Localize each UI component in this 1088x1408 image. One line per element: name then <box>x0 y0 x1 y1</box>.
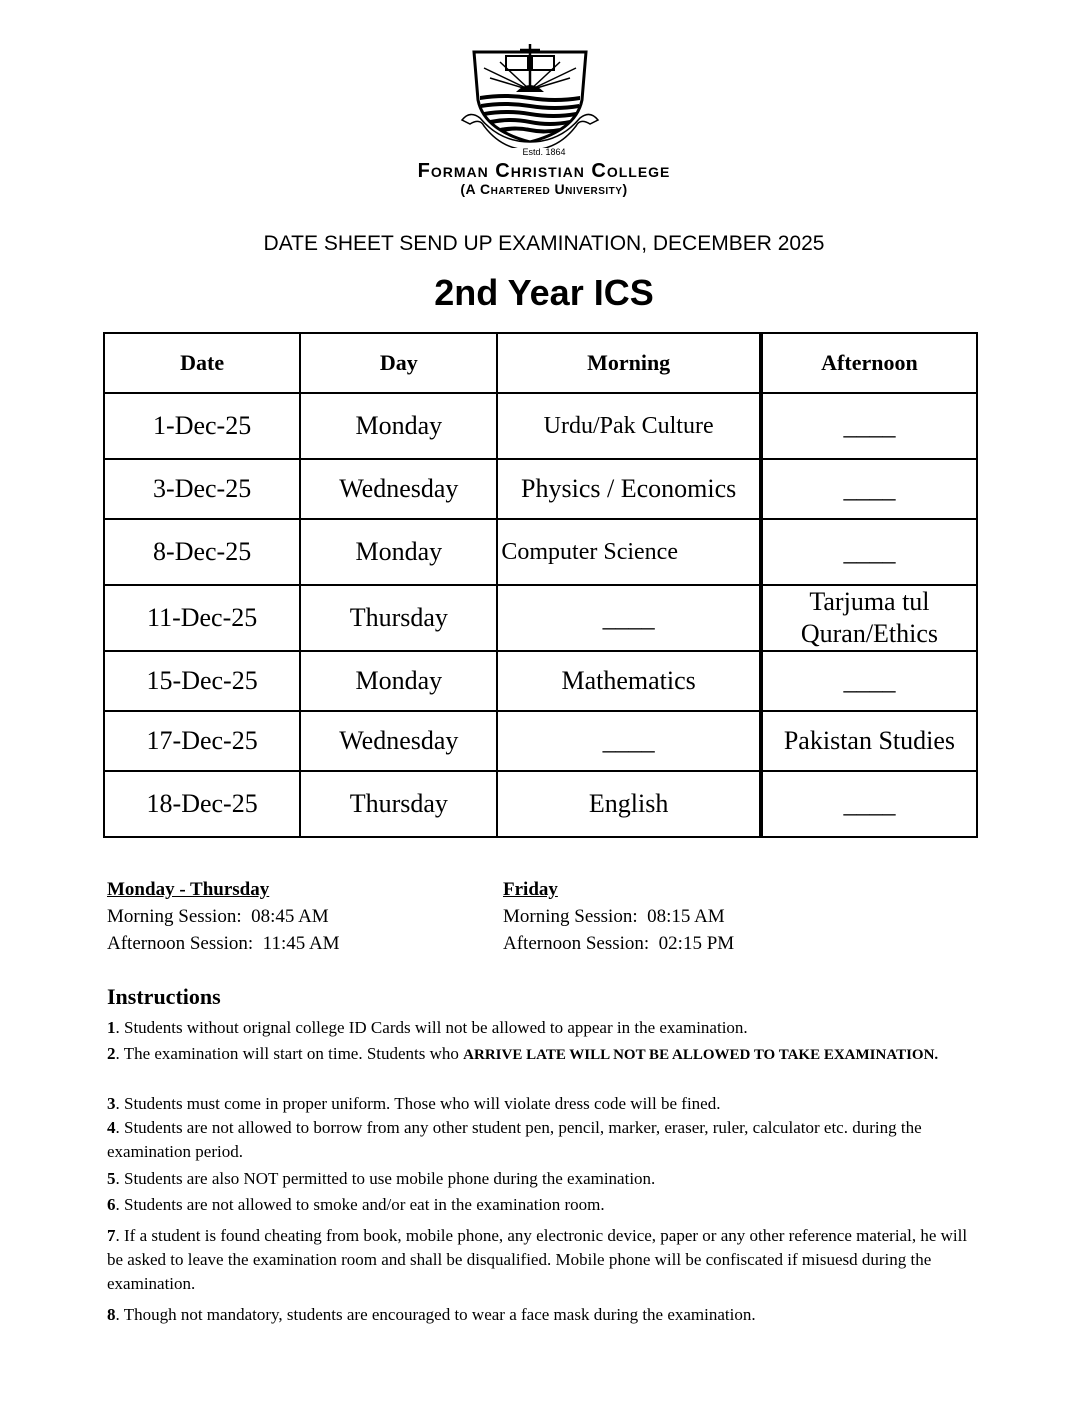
instruction-item <box>107 1042 977 1067</box>
instruction-number: 1 <box>107 1018 116 1037</box>
cell-morning: ____ <box>497 711 761 771</box>
friday-morning-session: Morning Session: 08:15 AM <box>503 906 725 927</box>
cell-date: 1-Dec-25 <box>104 393 300 459</box>
friday-afternoon-session: Afternoon Session: 02:15 PM <box>503 933 735 954</box>
instruction-item <box>107 1116 977 1164</box>
cell-day: Monday <box>300 393 497 459</box>
cell-morning: Urdu/Pak Culture <box>497 393 761 459</box>
weekday-morning-session: Morning Session: 08:45 AM <box>107 906 329 927</box>
instruction-number: 5 <box>107 1169 116 1188</box>
cell-date: 8-Dec-25 <box>104 519 300 585</box>
table-row <box>104 711 977 771</box>
instruction-text: . Students must come in proper uniform. Those who will violate dress code will be fined. <box>115 1094 721 1113</box>
table-row <box>104 393 977 459</box>
weekday-session-times <box>107 876 340 957</box>
cell-day: Thursday <box>300 771 497 837</box>
friday-session-times <box>503 876 734 957</box>
instruction-number: 7 <box>107 1226 116 1245</box>
table-row <box>104 459 977 519</box>
cell-morning: English <box>497 771 761 837</box>
cell-afternoon-line: Tarjuma tul <box>809 587 930 616</box>
cell-afternoon: Pakistan Studies <box>761 711 977 771</box>
table-row <box>104 519 977 585</box>
cell-morning: Computer Science <box>497 519 761 585</box>
instruction-item <box>107 1167 977 1191</box>
friday-heading: Friday <box>503 879 558 900</box>
instruction-text: . If a student is found cheating from book, mobile phone, any electronic device, paper or any other reference material, he will be asked to leave the examination room and shall be disqualified. Mobile phone will be confiscated if misuesd during the examination. <box>107 1226 968 1293</box>
college-subtitle: (A Chartered University) <box>460 181 628 197</box>
program-title: 2nd Year ICS <box>434 272 654 313</box>
date-sheet-title: DATE SHEET SEND UP EXAMINATION, DECEMBER 2025 <box>263 232 825 255</box>
cell-date: 18-Dec-25 <box>104 771 300 837</box>
weekday-afternoon-session: Afternoon Session: 11:45 AM <box>107 933 340 954</box>
cell-afternoon: ____ <box>761 771 977 837</box>
instruction-text: . Students without orignal college ID Cards will not be allowed to appear in the examination. <box>115 1018 748 1037</box>
date-sheet-table <box>103 332 978 838</box>
cell-afternoon: ____ <box>761 459 977 519</box>
cell-date: 17-Dec-25 <box>104 711 300 771</box>
cell-afternoon-line: Quran/Ethics <box>800 619 939 648</box>
instruction-item <box>107 1092 977 1116</box>
cell-afternoon: ____ <box>761 393 977 459</box>
instructions-heading: Instructions <box>107 984 221 1009</box>
instruction-text: . Though not mandatory, students are encouraged to wear a face mask during the examination. <box>115 1305 756 1324</box>
table-header-row <box>104 333 977 393</box>
instruction-text: . Students are also NOT permitted to use mobile phone during the examination. <box>115 1169 656 1188</box>
cell-day: Monday <box>300 519 497 585</box>
instruction-number: 2 <box>107 1044 116 1063</box>
instruction-bold-text: ARRIVE LATE WILL NOT BE ALLOWED TO TAKE EXAMINATION. <box>463 1047 939 1063</box>
weekday-heading: Monday - Thursday <box>107 879 270 900</box>
cell-day: Wednesday <box>300 711 497 771</box>
crest-icon <box>440 38 620 148</box>
column-header-date: Date <box>104 333 300 393</box>
table-row <box>104 651 977 711</box>
cell-day: Monday <box>300 651 497 711</box>
cell-afternoon <box>761 585 977 651</box>
cell-date: 3-Dec-25 <box>104 459 300 519</box>
cell-morning: ____ <box>497 585 761 651</box>
instruction-number: 8 <box>107 1305 116 1324</box>
table-row <box>104 771 977 837</box>
column-header-morning: Morning <box>497 333 761 393</box>
column-header-afternoon: Afternoon <box>761 333 977 393</box>
established-year: Estd. 1864 <box>522 147 566 157</box>
cell-day: Wednesday <box>300 459 497 519</box>
cell-morning: Mathematics <box>497 651 761 711</box>
instruction-number: 4 <box>107 1118 116 1137</box>
cell-date: 11-Dec-25 <box>104 585 300 651</box>
instruction-item <box>107 1016 977 1040</box>
cell-afternoon: ____ <box>761 651 977 711</box>
instruction-text: . The examination will start on time. Students who <box>115 1044 464 1063</box>
cell-day: Thursday <box>300 585 497 651</box>
college-name: Forman Christian College <box>417 160 671 182</box>
table-row <box>104 585 977 651</box>
instruction-text: . Students are not allowed to borrow from any other student pen, pencil, marker, eraser, ruler, calculator etc. during the examination period. <box>107 1118 922 1161</box>
instruction-item <box>107 1193 977 1217</box>
instruction-text: . Students are not allowed to smoke and/or eat in the examination room. <box>115 1195 605 1214</box>
cell-date: 15-Dec-25 <box>104 651 300 711</box>
instruction-item <box>107 1224 977 1296</box>
instruction-number: 3 <box>107 1094 116 1113</box>
instruction-item <box>107 1303 977 1327</box>
instruction-number: 6 <box>107 1195 116 1214</box>
cell-morning: Physics / Economics <box>497 459 761 519</box>
cell-afternoon: ____ <box>761 519 977 585</box>
column-header-day: Day <box>300 333 497 393</box>
